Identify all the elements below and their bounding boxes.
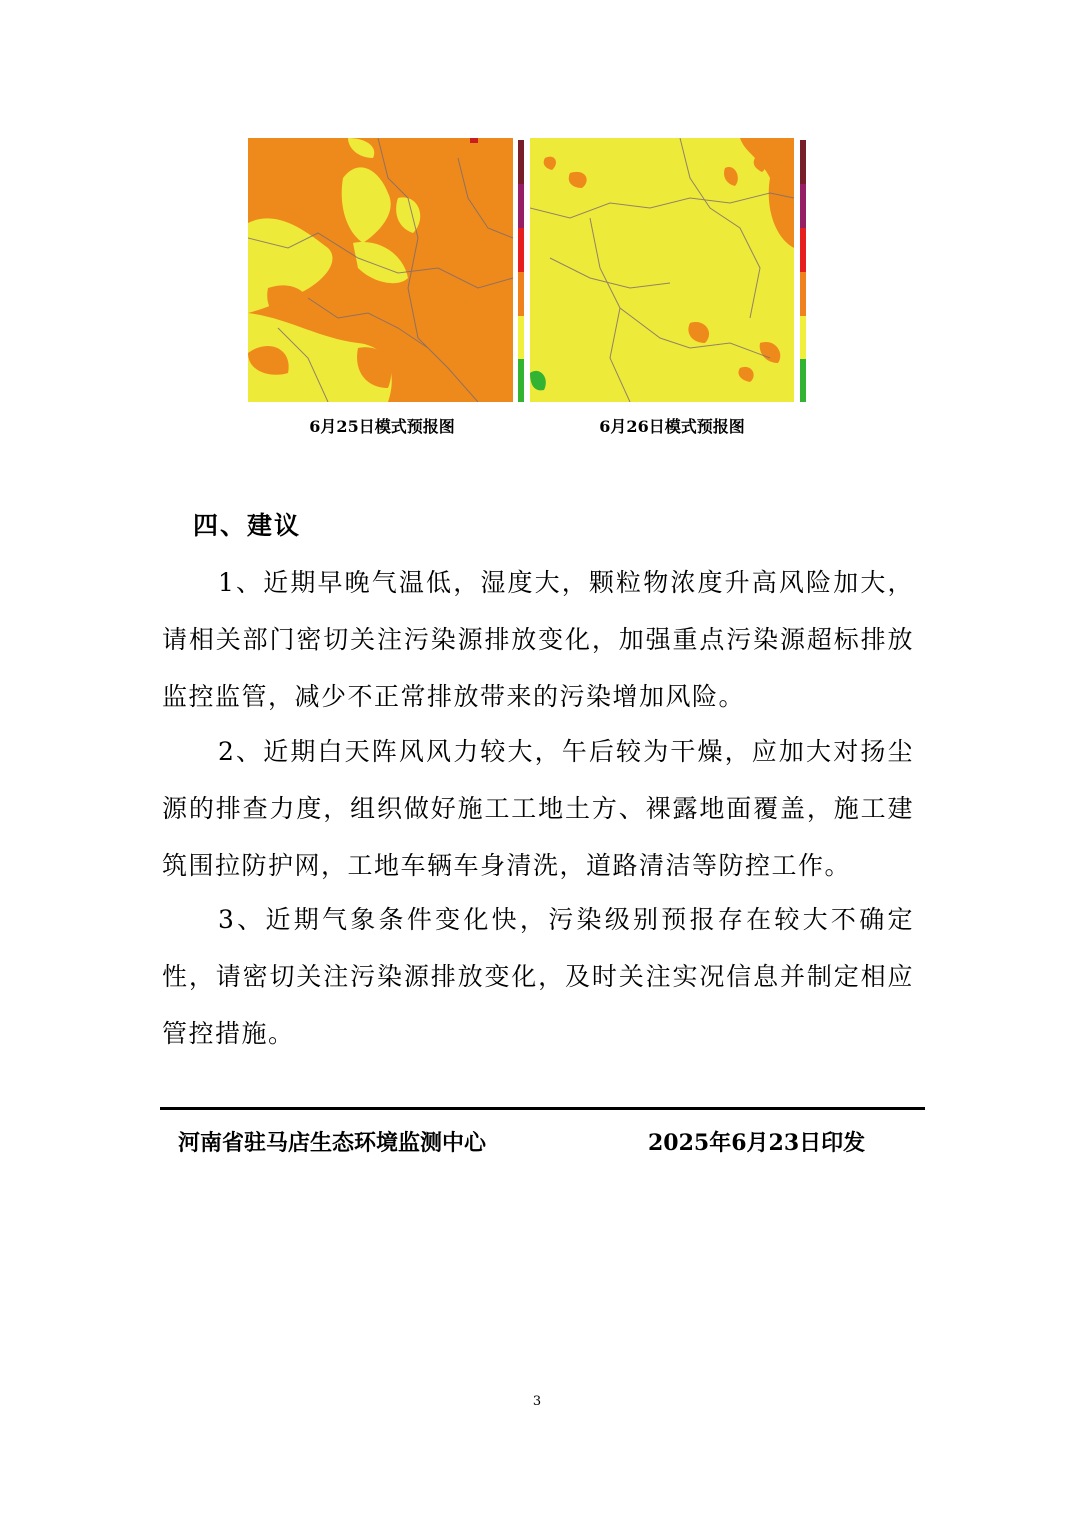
figure-caption-jun26: 6月26日模式预报图 (599, 417, 745, 436)
issuing-organization: 河南省驻马店生态环境监测中心 (178, 1130, 487, 1156)
figure-caption-jun25: 6月25日模式预报图 (309, 417, 455, 436)
recommendation-paragraph-2: 2、近期白天阵风风力较大，午后较为干燥，应加大对扬尘源的排查力度，组织做好施工工地土方、裸露地面覆盖，施工建筑围拉防护网，工地车辆车身清洗，道路清洁等防控工作。 (162, 737, 914, 880)
forecast-map-jun26 (530, 138, 798, 402)
section-heading: 四、建议 (193, 511, 302, 540)
colorbar-2 (800, 140, 806, 402)
forecast-figures (248, 138, 810, 406)
recommendation-paragraph-3: 3、近期气象条件变化快，污染级别预报存在较大不确定性，请密切关注污染源排放变化，及时关注实况信息并制定相应管控措施。 (162, 905, 914, 1048)
recommendation-paragraph-1: 1、近期早晚气温低，湿度大，颗粒物浓度升高风险加大，请相关部门密切关注污染源排放变化，加强重点污染源超标排放监控监管，减少不正常排放带来的污染增加风险。 (162, 568, 914, 711)
page-number: 3 (532, 1394, 542, 1409)
forecast-map-jun25 (248, 138, 516, 402)
issue-date: 2025年6月23日印发 (648, 1130, 866, 1156)
footer-divider (160, 1107, 925, 1110)
colorbar-1 (518, 140, 524, 402)
